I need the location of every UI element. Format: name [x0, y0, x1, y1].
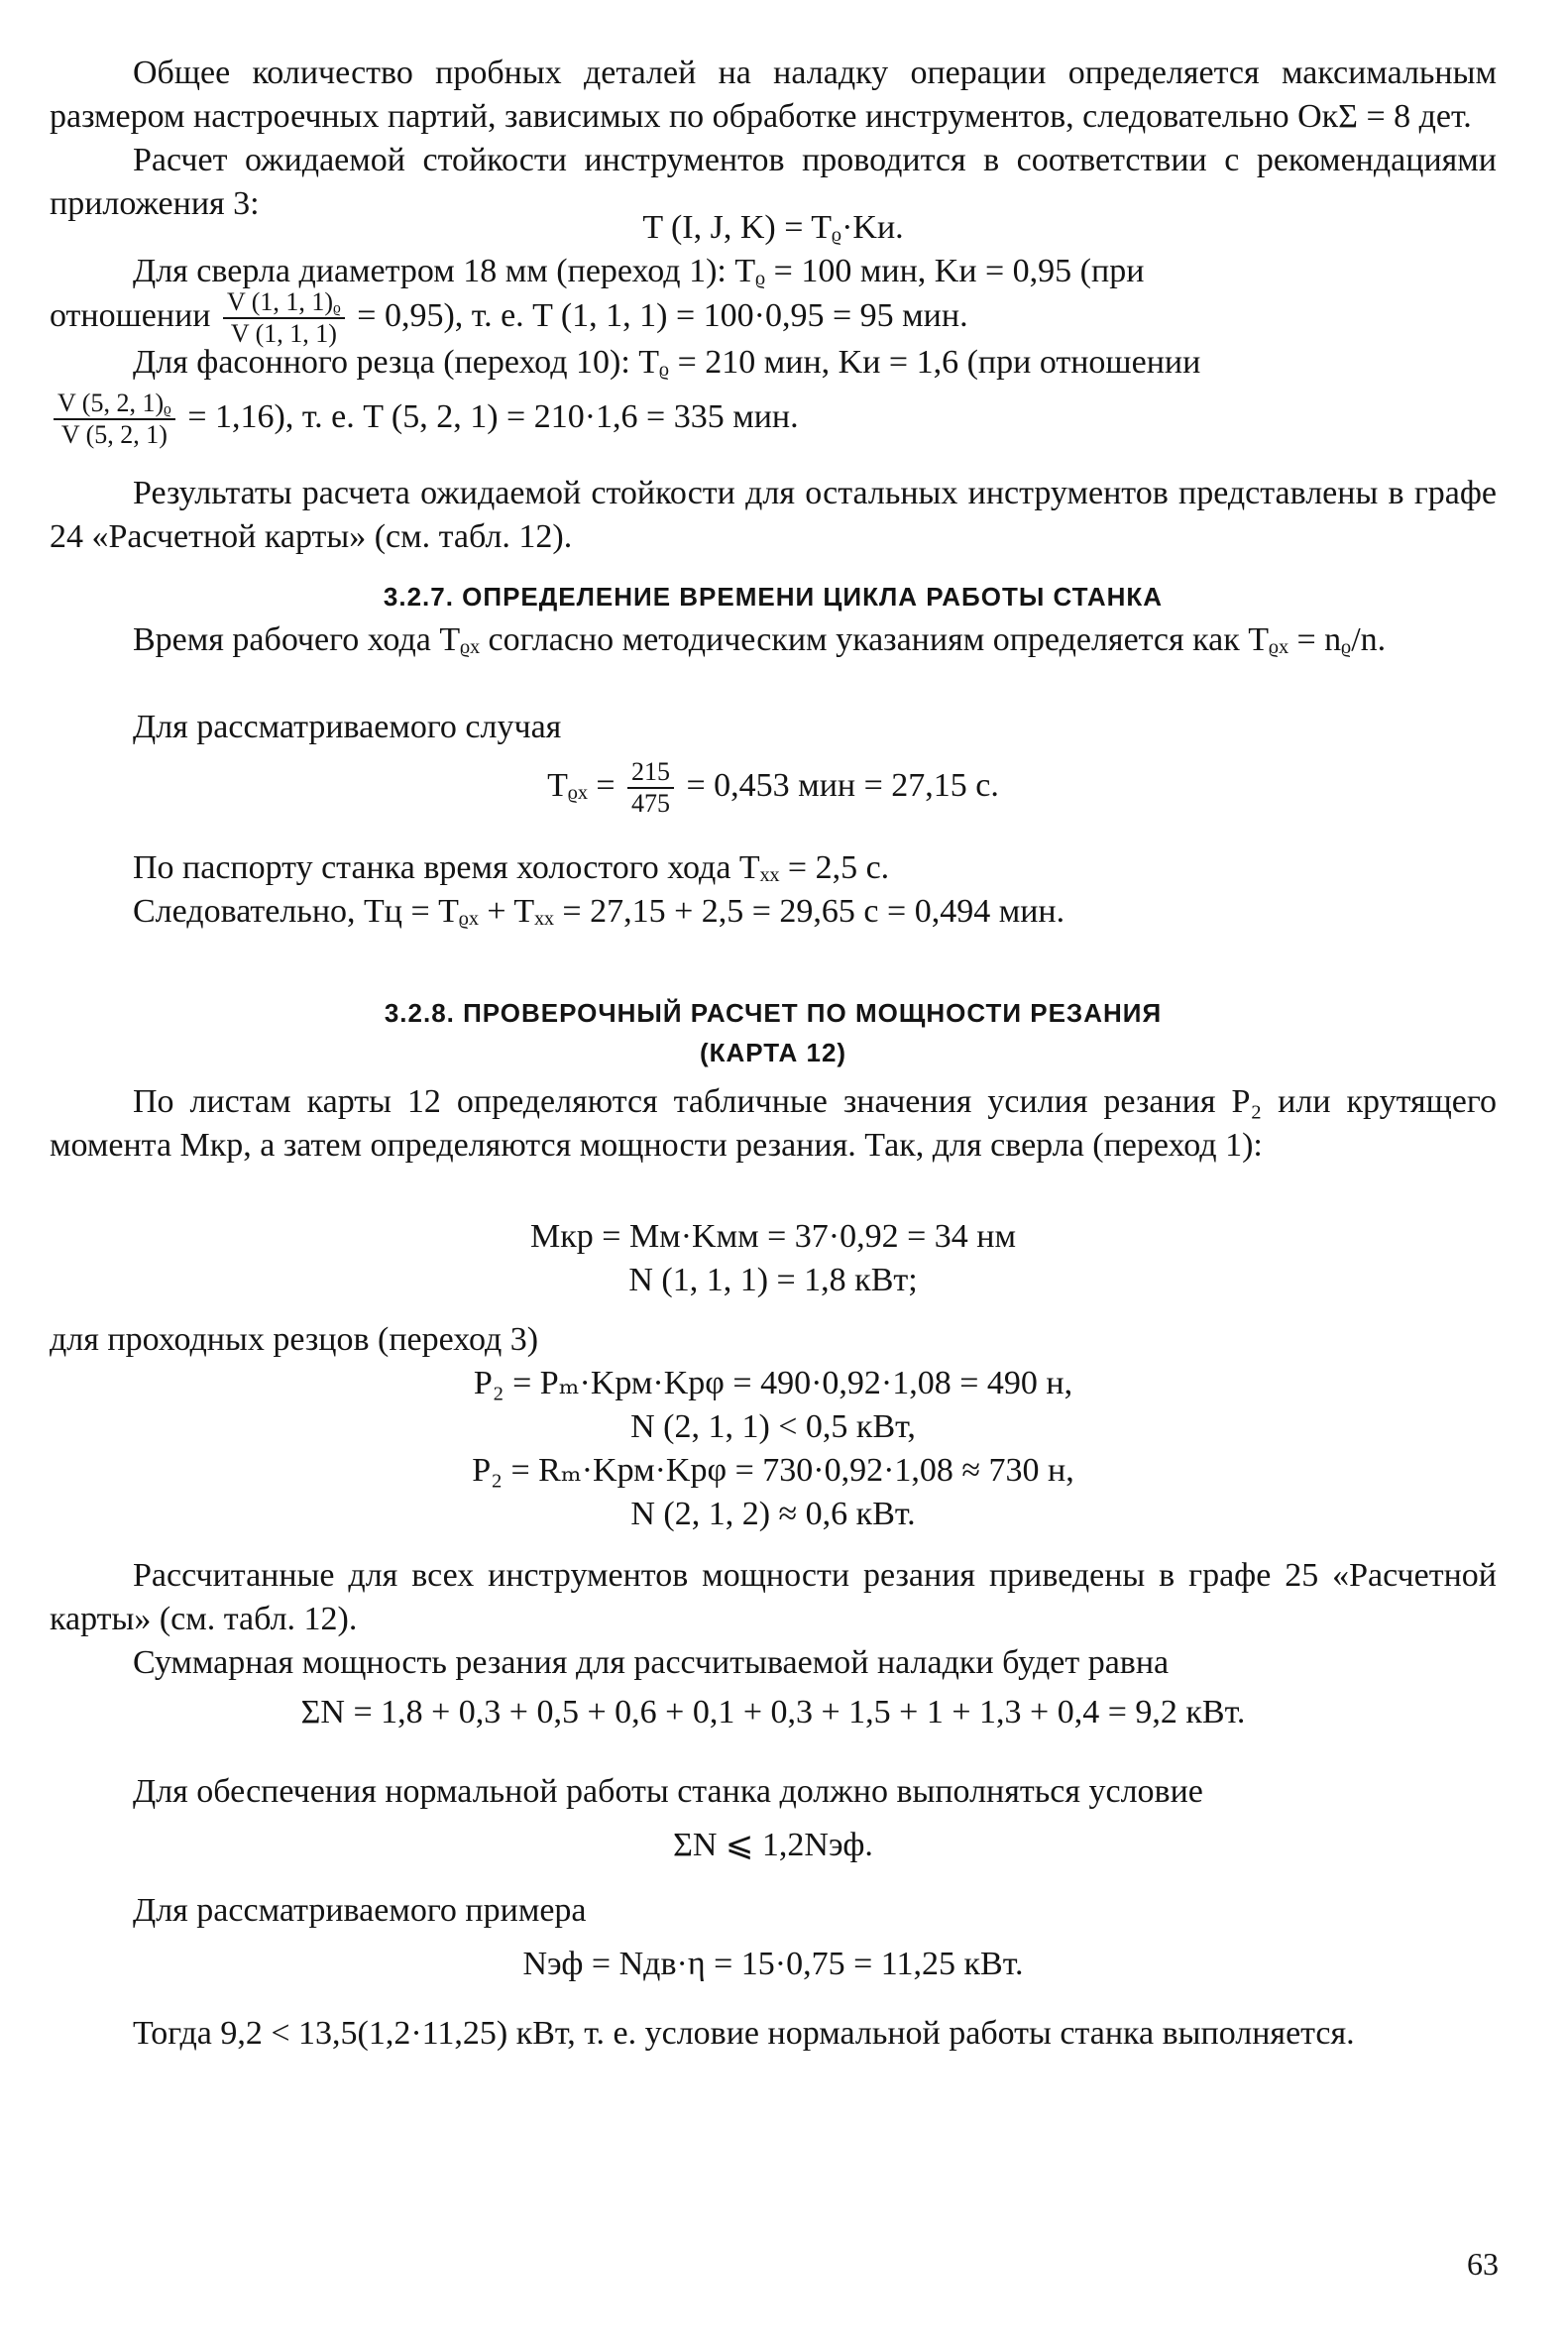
paragraph-text: Для рассматриваемого случая	[133, 709, 562, 745]
fraction-numerator: V (1, 1, 1)ᵨ	[226, 287, 341, 316]
paragraph-test-parts	[50, 52, 1497, 139]
paragraph-text: для проходных резцов (переход 3)	[50, 1321, 539, 1358]
fraction	[627, 757, 674, 819]
paragraph-text: Следовательно, Tц = Tᵨₓ + Tₓₓ = 27,15 + 2,5 = 29,65 с = 0,494 мин.	[133, 893, 1065, 930]
ratio-result: = 0,95), т. е. T (1, 1, 1) = 100·0,95 = 95 мин.	[357, 296, 968, 334]
paragraph-cutting-power-intro	[50, 1080, 1497, 1168]
formula-force-2: P₂ = Rₘ·Kрм·Kрφ = 730·0,92·1,08 ≈ 730 н,	[472, 1452, 1074, 1489]
paragraph-condition	[50, 1770, 1497, 1814]
paragraph-cycle-time	[50, 890, 1497, 934]
paragraph-conclusion	[50, 2012, 1497, 2056]
paragraph-text: Тогда 9,2 < 13,5(1,2·11,25) кВт, т. е. условие нормальной работы станка выполняется.	[133, 2015, 1355, 2052]
paragraph-case	[50, 706, 1497, 749]
paragraph-text: Время рабочего хода Tᵨₓ согласно методическим указаниям определяется как Tᵨₓ = nᵨ/n.	[133, 621, 1387, 658]
formula-power-2-1-2: N (2, 1, 2) ≈ 0,6 кВт.	[630, 1496, 916, 1532]
fraction-denominator: V (1, 1, 1)	[223, 317, 345, 349]
formula-power-drill: N (1, 1, 1) = 1,8 кВт;	[628, 1262, 918, 1298]
paragraph-total-power	[50, 1641, 1497, 1685]
paragraph-text: Расчет ожидаемой стойкости инструментов проводится в соответствии с рекомендациями приложения 3:	[50, 142, 1497, 222]
paragraph-text: По паспорту станка время холостого хода Tₓₓ = 2,5 с.	[133, 849, 890, 886]
formula-torque: Mкр = Mм·Kмм = 37·0,92 = 34 нм	[530, 1218, 1016, 1255]
section-heading-3-2-7: 3.2.7. ОПРЕДЕЛЕНИЕ ВРЕМЕНИ ЦИКЛА РАБОТЫ СТАНКА	[383, 582, 1164, 612]
fraction-denominator: V (5, 2, 1)	[54, 418, 175, 450]
fraction-numerator: 215	[631, 757, 670, 786]
paragraph-text: Для фасонного резца (переход 10): Tᵨ = 210 мин, Kи = 1,6 (при отношении	[133, 344, 1201, 381]
formula-condition: ΣN ⩽ 1,2Nэф.	[673, 1827, 873, 1863]
formula-effective-power: Nэф = Nдв·η = 15·0,75 = 11,25 кВт.	[522, 1946, 1024, 1982]
section-heading-3-2-8-card: (КАРТА 12)	[699, 1038, 847, 1067]
paragraph-working-stroke	[50, 618, 1497, 662]
paragraph-text: Результаты расчета ожидаемой стойкости для остальных инструментов представлены в графе 24 «Расчетной карты» (см. табл. 12).	[50, 475, 1497, 555]
paragraph-text: Общее количество пробных деталей на наладку операции определяется максимальным размером настроечных партий, зависимых по обработке инструментов, следовательно OкΣ = 8 дет.	[50, 55, 1497, 135]
formula-power-2-1-1: N (2, 1, 1) < 0,5 кВт,	[630, 1408, 916, 1445]
paragraph-text: Для обеспечения нормальной работы станка должно выполняться условие	[133, 1773, 1203, 1810]
paragraph-text: Для сверла диаметром 18 мм (переход 1): Tᵨ = 100 мин, Kи = 0,95 (при	[133, 253, 1145, 289]
paragraph-text: Для рассматриваемого примера	[133, 1892, 587, 1929]
section-heading-3-2-8: 3.2.8. ПРОВЕРОЧНЫЙ РАСЧЕТ ПО МОЩНОСТИ РЕЗАНИЯ	[384, 998, 1163, 1028]
fraction	[54, 389, 175, 450]
paragraph-results-column-24	[50, 472, 1497, 559]
ratio-result: = 1,16), т. е. T (5, 2, 1) = 210·1,6 = 335 мин.	[187, 397, 799, 435]
paragraph-results-column-25	[50, 1554, 1497, 1641]
fraction-numerator: V (5, 2, 1)ᵨ	[57, 389, 171, 417]
fraction-denominator: 475	[627, 787, 674, 819]
page-number: 63	[1467, 2246, 1499, 2282]
paragraph-idle-stroke	[50, 846, 1497, 890]
formula-total-power: ΣN = 1,8 + 0,3 + 0,5 + 0,6 + 0,1 + 0,3 + 1,5 + 1 + 1,3 + 0,4 = 9,2 кВт.	[300, 1694, 1246, 1731]
formula-rhs: = 0,453 мин = 27,15 с.	[686, 766, 999, 804]
formula-force-1: P₂ = Pₘ·Kрм·Kрφ = 490·0,92·1,08 = 490 н,	[473, 1365, 1073, 1401]
formula-working-stroke-time	[50, 757, 1497, 819]
ratio-prefix: отношении	[50, 296, 211, 334]
paragraph-form-cutter	[50, 341, 1497, 385]
formula-form-cutter-ratio	[50, 389, 1497, 450]
paragraph-turning-tools	[50, 1318, 1497, 1362]
fraction	[223, 287, 345, 349]
formula-lhs: Tᵨₓ =	[547, 766, 616, 804]
formula-drill-ratio	[50, 287, 1497, 349]
formula-tool-life: T (I, J, K) = Tᵨ·Kи.	[642, 209, 904, 246]
paragraph-text: Суммарная мощность резания для рассчитываемой наладки будет равна	[133, 1644, 1170, 1681]
paragraph-text: Рассчитанные для всех инструментов мощности резания приведены в графе 25 «Расчетной карты» (см. табл. 12).	[50, 1557, 1497, 1637]
paragraph-text: По листам карты 12 определяются табличные значения усилия резания P₂ или крутящего момента Mкр, а затем определяются мощности резания. Так, для сверла (переход 1):	[50, 1083, 1497, 1164]
paragraph-example	[50, 1889, 1497, 1933]
